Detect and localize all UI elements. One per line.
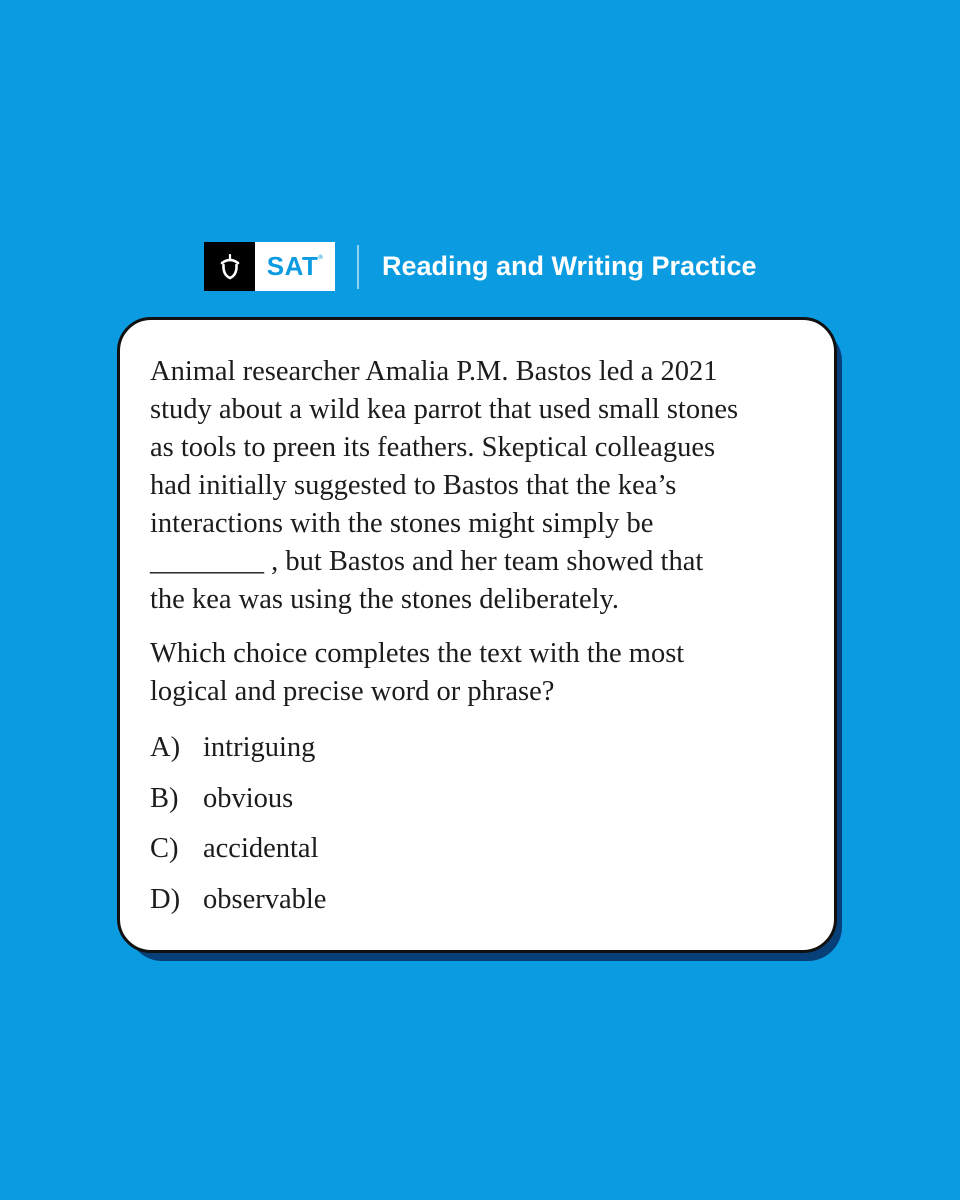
logo-text: SAT [266,251,319,281]
sat-logo [204,242,335,291]
question-line: logical and precise word or phrase? [150,676,555,707]
header-title: Reading and Writing Practice [382,251,757,281]
passage-line: interactions with the stones might simply be [150,508,654,539]
choice-d[interactable] [150,884,326,935]
acorn-icon [219,254,241,280]
logo-mark [204,242,255,291]
choice-text: obvious [203,782,294,814]
passage-line: had initially suggested to Bastos that the kea’s [150,470,677,501]
passage-line: ________ , but Bastos and her team showed that [150,546,704,577]
header [204,242,757,291]
choice-c[interactable] [150,833,326,884]
question-prompt [150,635,820,711]
question-card [117,317,837,953]
choice-letter: A) [150,732,181,763]
passage-line: as tools to preen its feathers. Skeptical colleagues [150,432,716,463]
passage-line: study about a wild kea parrot that used small stones [150,394,739,425]
passage [150,353,820,619]
choice-a[interactable] [150,732,326,783]
choice-text: accidental [203,833,319,864]
choice-b[interactable] [150,783,326,834]
choice-text: intriguing [203,732,316,763]
choice-text: observable [203,883,327,915]
choice-letter: D) [150,883,181,915]
passage-line: the kea was using the stones deliberately. [150,584,620,615]
header-divider [357,245,359,289]
question-line: Which choice completes the text with the most [150,638,685,669]
answer-choices [150,732,326,934]
passage-line: Animal researcher Amalia P.M. Bastos led a 2021 [150,356,718,387]
registered-mark: ® [318,255,324,261]
choice-letter: C) [150,833,179,864]
logo-wordmark [255,242,335,291]
choice-letter: B) [150,782,179,814]
